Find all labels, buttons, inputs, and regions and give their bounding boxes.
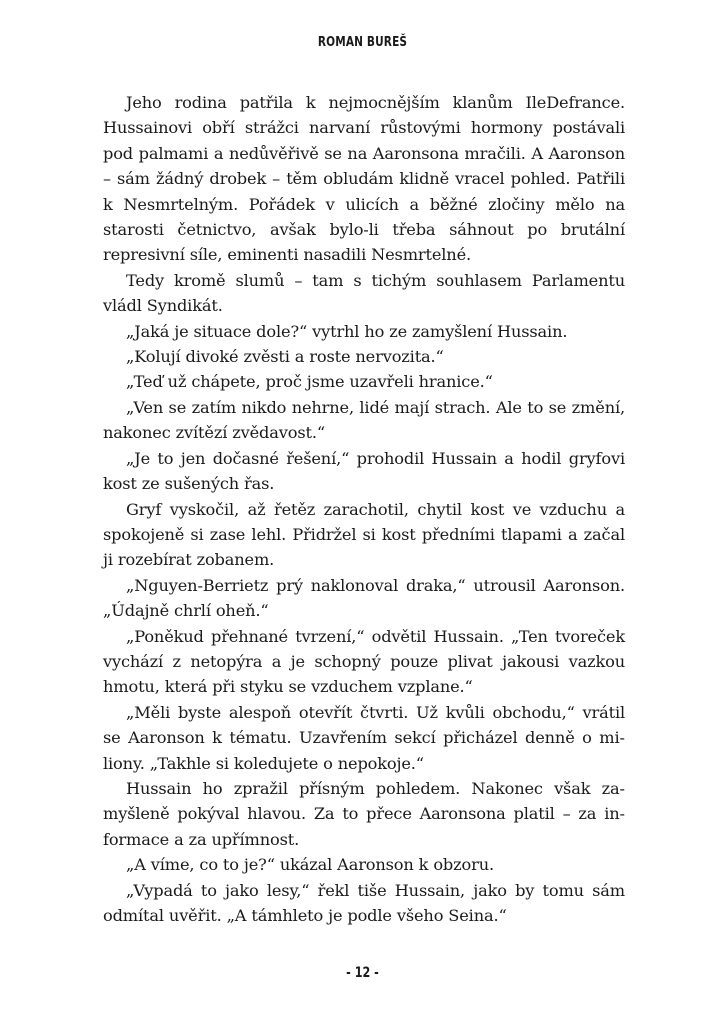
paragraph-5: „Teď už chápete, proč jsme uzavřeli hranice.“: [126, 372, 493, 392]
paragraph-7: „Je to jen dočasné řešení,“ prohodil Hussain a hodil gryfovi kost ze sušených řas.: [103, 448, 625, 494]
page-body: [103, 90, 625, 928]
page-number: - 12 -: [346, 965, 379, 981]
paragraph-4: „Kolují divoké zvěsti a roste nervozita.“: [126, 347, 444, 367]
paragraph-12: Hussain ho zpražil přísným pohledem. Nakonec však zamyšleně pokýval hlavou. Za to přece Aaronsona platil – za informace a za upřímnost.: [103, 778, 625, 849]
paragraph-13: „A víme, co to je?“ ukázal Aaronson k obzoru.: [126, 855, 494, 875]
paragraph-6: „Ven se zatím nikdo nehrne, lidé mají strach. Ale to se změní, nakonec zvítězí zvědavost.“: [103, 397, 625, 443]
paragraph-8: Gryf vyskočil, až řetěz zarachotil, chytil kost ve vzduchu a spokojeně si zase lehl. Přidržel si kost předními tlapami a začal ji rozebírat zobanem.: [103, 499, 625, 570]
running-header-author: ROMAN BUREŠ: [317, 34, 408, 50]
paragraph-11: „Měli byste alespoň otevřít čtvrti. Už kvůli obchodu,“ vrátil se Aaronson k tématu. Uzavřením sekcí přicházel denně o miliony. „Takhle si koledujete o nepokoje.“: [103, 702, 625, 773]
paragraph-2: Tedy kromě slumů – tam s tichým souhlasem Parlamentu vládl Syndikát.: [103, 270, 625, 316]
paragraph-14: „Vypadá to jako lesy,“ řekl tiše Hussain, jako by tomu sám odmítal uvěřit. „A támhleto je podle všeho Seina.“: [103, 880, 625, 925]
paragraph-10: „Poněkud přehnané tvrzení,“ odvětil Hussain. „Ten tvoreček vychází z netopýra a je schopný pouze plivat jakousi vazkou hmotu, která při styku se vzduchem vzplane.“: [103, 626, 625, 697]
paragraph-3: „Jaká je situace dole?“ vytrhl ho ze zamyšlení Hussain.: [126, 321, 568, 341]
paragraph-9: „Nguyen-Berrietz prý naklonoval draka,“ utrousil Aaronson. „Údajně chrlí oheň.“: [103, 575, 625, 621]
paragraph-1: Jeho rodina patřila k nejmocnějším klanům IleDefrance. Hussainovi obří strážci narvaní růstovými hormony postávali pod palmami a nedůvěřivě se na Aaronsona mračili. A Aaronson – sám žádný drobek – těm obludám klidně vracel pohled. Patřili k Nesmrtelným. Pořádek v ulicích a běžné zločiny mělo na starosti četnictvo, avšak bylo-li třeba sáhnout po brutální represivní síle, eminenti nasadili Nesmrtelné.: [103, 93, 625, 265]
